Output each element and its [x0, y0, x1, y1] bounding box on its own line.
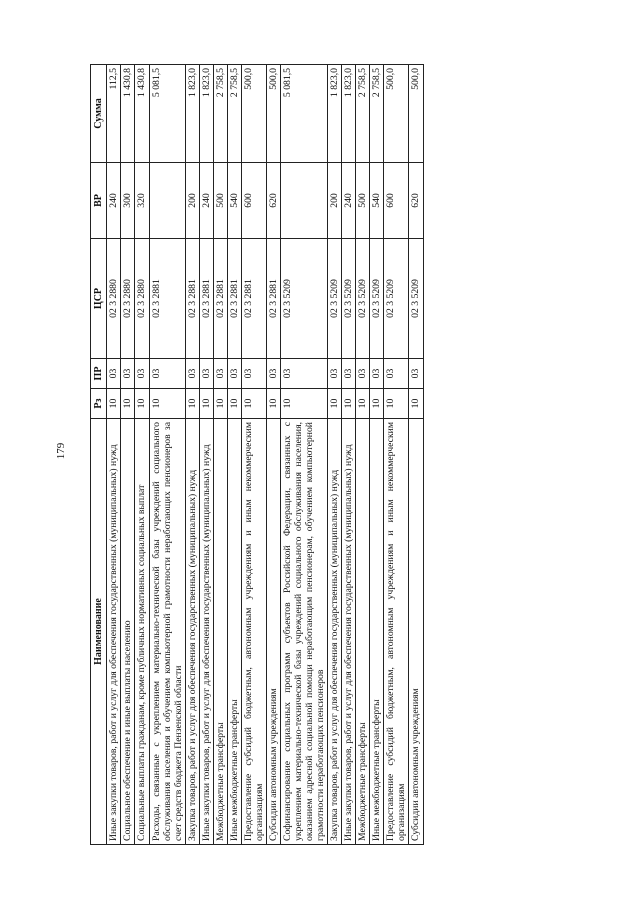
row-csr: 02 3 5209 [356, 239, 370, 359]
row-sum: 500,0 [409, 65, 423, 163]
table-body [107, 65, 423, 845]
row-sum: 1 823,0 [328, 65, 342, 163]
row-sum: 1 823,0 [342, 65, 356, 163]
row-rz: 10 [213, 389, 227, 419]
row-name: Предоставление субсидий бюджетным, автономным учреждениям и иным некоммерческим организациям [241, 419, 266, 845]
row-vr: 200 [185, 163, 199, 239]
row-csr: 02 3 2881 [199, 239, 213, 359]
row-csr: 02 3 2881 [227, 239, 241, 359]
row-vr [149, 163, 185, 239]
table-row [185, 65, 199, 845]
row-csr: 02 3 2880 [107, 239, 121, 359]
table-row [107, 65, 121, 845]
row-rz: 10 [241, 389, 266, 419]
table-row [199, 65, 213, 845]
row-sum: 2 758,5 [213, 65, 227, 163]
row-name: Закупка товаров, работ и услуг для обеспечения государственных (муниципальных) нужд [185, 419, 199, 845]
row-pr: 03 [241, 359, 266, 389]
page-number: 179 [55, 442, 67, 460]
row-vr: 540 [370, 163, 384, 239]
table-row [356, 65, 370, 845]
table-row [384, 65, 409, 845]
row-vr: 300 [121, 163, 135, 239]
table-row [135, 65, 149, 845]
row-pr: 03 [185, 359, 199, 389]
row-vr: 540 [227, 163, 241, 239]
row-rz: 10 [384, 389, 409, 419]
row-rz: 10 [107, 389, 121, 419]
row-pr: 03 [281, 359, 328, 389]
row-pr: 03 [107, 359, 121, 389]
row-pr: 03 [213, 359, 227, 389]
row-name: Межбюджетные трансферты [213, 419, 227, 845]
table-row [149, 65, 185, 845]
row-sum: 2 758,5 [227, 65, 241, 163]
table-row [328, 65, 342, 845]
header-rz: Рз [91, 389, 107, 419]
table-row [121, 65, 135, 845]
row-vr: 500 [356, 163, 370, 239]
row-csr: 02 3 2880 [135, 239, 149, 359]
table-row [266, 65, 280, 845]
header-name: Наименование [91, 419, 107, 845]
row-sum: 1 823,0 [185, 65, 199, 163]
row-rz: 10 [121, 389, 135, 419]
row-csr: 02 3 2881 [241, 239, 266, 359]
row-pr: 03 [266, 359, 280, 389]
row-name: Социальные выплаты гражданам, кроме публичных нормативных социальных выплат [135, 419, 149, 845]
row-vr: 240 [107, 163, 121, 239]
row-pr: 03 [328, 359, 342, 389]
row-rz: 10 [266, 389, 280, 419]
row-name: Закупка товаров, работ и услуг для обеспечения государственных (муниципальных) нужд [328, 419, 342, 845]
row-name: Иные закупки товаров, работ и услуг для обеспечения государственных (муниципальных) нужд [342, 419, 356, 845]
row-pr: 03 [356, 359, 370, 389]
row-sum: 1 430,8 [135, 65, 149, 163]
row-sum: 2 758,5 [356, 65, 370, 163]
row-rz: 10 [185, 389, 199, 419]
row-name: Межбюджетные трансферты [356, 419, 370, 845]
rotated-table-container [90, 65, 570, 845]
row-csr: 02 3 2880 [121, 239, 135, 359]
header-row [91, 65, 107, 845]
row-rz: 10 [281, 389, 328, 419]
row-sum: 500,0 [266, 65, 280, 163]
row-csr: 02 3 5209 [409, 239, 423, 359]
row-sum: 1 430,8 [121, 65, 135, 163]
row-rz: 10 [328, 389, 342, 419]
row-vr: 500 [213, 163, 227, 239]
row-csr: 02 3 2881 [185, 239, 199, 359]
row-sum: 112,5 [107, 65, 121, 163]
budget-table [90, 64, 424, 845]
table-row [409, 65, 423, 845]
row-pr: 03 [135, 359, 149, 389]
table-row [281, 65, 328, 845]
row-sum: 2 758,5 [370, 65, 384, 163]
table-row [241, 65, 266, 845]
row-pr: 03 [409, 359, 423, 389]
row-rz: 10 [135, 389, 149, 419]
row-sum: 500,0 [241, 65, 266, 163]
row-csr: 02 3 2881 [149, 239, 185, 359]
row-vr: 200 [328, 163, 342, 239]
row-csr: 02 3 5209 [281, 239, 328, 359]
row-vr: 620 [266, 163, 280, 239]
table-header [91, 65, 107, 845]
row-sum: 500,0 [384, 65, 409, 163]
header-vr: ВР [91, 163, 107, 239]
row-name: Иные закупки товаров, работ и услуг для обеспечения государственных (муниципальных) нужд [107, 419, 121, 845]
row-name: Иные закупки товаров, работ и услуг для обеспечения государственных (муниципальных) нужд [199, 419, 213, 845]
row-vr: 620 [409, 163, 423, 239]
row-vr: 240 [199, 163, 213, 239]
row-sum: 1 823,0 [199, 65, 213, 163]
row-pr: 03 [121, 359, 135, 389]
row-rz: 10 [356, 389, 370, 419]
row-name: Субсидии автономным учреждениям [409, 419, 423, 845]
row-rz: 10 [199, 389, 213, 419]
table-row [370, 65, 384, 845]
row-rz: 10 [342, 389, 356, 419]
row-csr: 02 3 5209 [384, 239, 409, 359]
row-rz: 10 [370, 389, 384, 419]
row-vr: 600 [384, 163, 409, 239]
row-csr: 02 3 2881 [266, 239, 280, 359]
row-csr: 02 3 5209 [370, 239, 384, 359]
header-pr: ПР [91, 359, 107, 389]
header-csr: ЦСР [91, 239, 107, 359]
row-pr: 03 [199, 359, 213, 389]
row-sum: 5 081,5 [281, 65, 328, 163]
row-csr: 02 3 5209 [328, 239, 342, 359]
row-csr: 02 3 2881 [213, 239, 227, 359]
row-name: Иные межбюджетные трансферты [370, 419, 384, 845]
row-name: Предоставление субсидий бюджетным, автономным учреждениям и иным некоммерческим организациям [384, 419, 409, 845]
row-pr: 03 [370, 359, 384, 389]
row-pr: 03 [149, 359, 185, 389]
row-rz: 10 [409, 389, 423, 419]
table-row [227, 65, 241, 845]
row-name: Иные межбюджетные трансферты [227, 419, 241, 845]
row-rz: 10 [149, 389, 185, 419]
header-sum: Сумма [91, 65, 107, 163]
table-row [213, 65, 227, 845]
row-name: Софинансирование социальных программ субъектов Российской Федерации, связанных с укреплением материально-технической базы учреждений социального обслуживания населения, оказанием адресной социальной помощи неработающим пенсионерам, обучением компьютерной грамотности неработающих пенсионеров [281, 419, 328, 845]
row-vr [281, 163, 328, 239]
row-pr: 03 [384, 359, 409, 389]
row-name: Расходы, связанные с укреплением материально-технической базы учреждений социального обслуживания населения и обучением компьютерной грамотности неработающих пенсионеров за счет средств бюджета Пензенской области [149, 419, 185, 845]
table-row [342, 65, 356, 845]
row-pr: 03 [342, 359, 356, 389]
row-vr: 320 [135, 163, 149, 239]
row-vr: 600 [241, 163, 266, 239]
row-rz: 10 [227, 389, 241, 419]
row-name: Субсидии автономным учреждениям [266, 419, 280, 845]
row-pr: 03 [227, 359, 241, 389]
row-sum: 5 081,5 [149, 65, 185, 163]
row-name: Социальное обеспечение и иные выплаты населению [121, 419, 135, 845]
row-csr: 02 3 5209 [342, 239, 356, 359]
row-vr: 240 [342, 163, 356, 239]
